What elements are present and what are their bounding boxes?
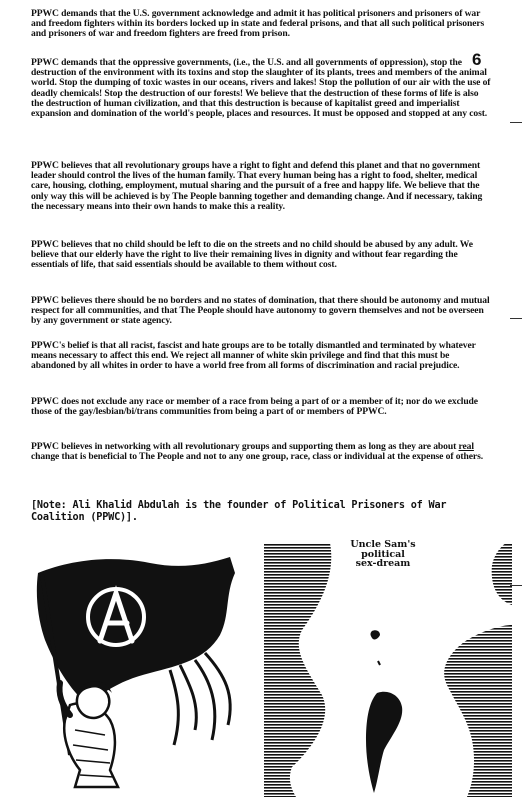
founder-note: [Note: Ali Khalid Abdulah is the founder of Political Prisoners of War Coalition (PPWC)].: [31, 500, 447, 523]
north-america-shape: [371, 630, 381, 639]
edge-mark: [510, 585, 522, 586]
networking-text-underlined: real: [458, 441, 474, 452]
flag-cloth: [37, 557, 235, 705]
caption-line-2: political: [361, 548, 405, 560]
edge-mark: [510, 318, 522, 319]
paragraph-political-prisoners: PPWC demands that the U.S. government acknowledge and admit it has political prisoners and prisoners of war and freedom fighters within its borders locked up in state and federal prisons, and that all such political prisoners and prisoners of war and freedom fighters are freed from prison.: [31, 8, 485, 40]
right-dark-silhouette: [444, 625, 512, 797]
paragraph-environment: PPWC demands that the oppressive governments, (i.e., the U.S. and all governments of oppression), stop the destruction of the environment with its toxins and stop the slaughter of its plants, trees and members of the animal world. Stop the dumping of toxic wastes in our oceans, rivers and lakes! Stop the pollution of our air with the use of deadly chemicals! Stop the destruction of our forests! We believe that the destruction of these forms of life is also the destruction of human civilization, and that this destruction is because of kapitalist greed and imperialist expansion and domination of the world's people, places and resources. It must be opposed and stopped at any cost.: [31, 57, 491, 120]
left-dark-silhouette: [264, 543, 331, 797]
flag-tatters: [170, 653, 230, 745]
edge-mark: [510, 122, 522, 123]
south-america-shape: [366, 692, 402, 793]
paragraph-no-borders: PPWC believes there should be no borders and no states of domination, that there should be autonomy and mutual respect for all communities, and that The People should have autonomy to govern themselves and not be overseen by any government or state agency.: [31, 295, 490, 327]
caption-line-3: sex-dream: [355, 558, 411, 569]
right-upper-silhouette: [492, 543, 512, 605]
paragraph-revolutionary-groups: PPWC believes that all revolutionary groups have a right to fight and defend this planet and that no government leader should control the lives of the human family. That every human being has a right to food, shelter, medical care, housing, clothing, employment, mutual sharing and the pursuit of a free and happy life. We believe that the only way this will be achieved is by The People banning together and demanding change. And if necessary, taking the necessary means into their own hands to make this a reality.: [31, 160, 483, 212]
page-number: 6: [472, 50, 482, 69]
uncle-sam-cartoon: [262, 535, 512, 800]
paragraph-children-elderly: PPWC believes that no child should be left to die on the streets and no child should be abused by any adult. We believe that our elderly have the right to live their remaining lives in dignity and without fear regarding the essentials of life, that said essentials should be available to them without cost.: [31, 239, 473, 271]
paragraph-networking: [31, 442, 491, 462]
networking-text-before: PPWC believes in networking with all revolutionary groups and supporting them as long as they are about: [31, 441, 459, 452]
cartoon-caption: [338, 540, 428, 569]
paragraph-inclusion: PPWC does not exclude any race or member of a race from being a part of or a member of it; nor do we exclude those of the gay/lesbian/bi/trans communities from being a part of or members of PPWC.: [31, 396, 478, 418]
island-mark: [378, 661, 380, 665]
paragraph-racism: PPWC's belief is that all racist, fascist and hate groups are to be totally dismantled and terminated by whatever means necessary to affect this end. We reject all manner of white skin privilege and find that this must be abandoned by all whites in order to have a world free from all forms of discrimination and racial prejudice.: [31, 340, 476, 372]
caption-line-1: Uncle Sam's: [350, 539, 416, 550]
networking-text-after: change that is beneficial to The People and not to any one group, race, class or individual at the expense of others.: [31, 451, 484, 463]
anarchy-flag-illustration: [30, 555, 245, 795]
